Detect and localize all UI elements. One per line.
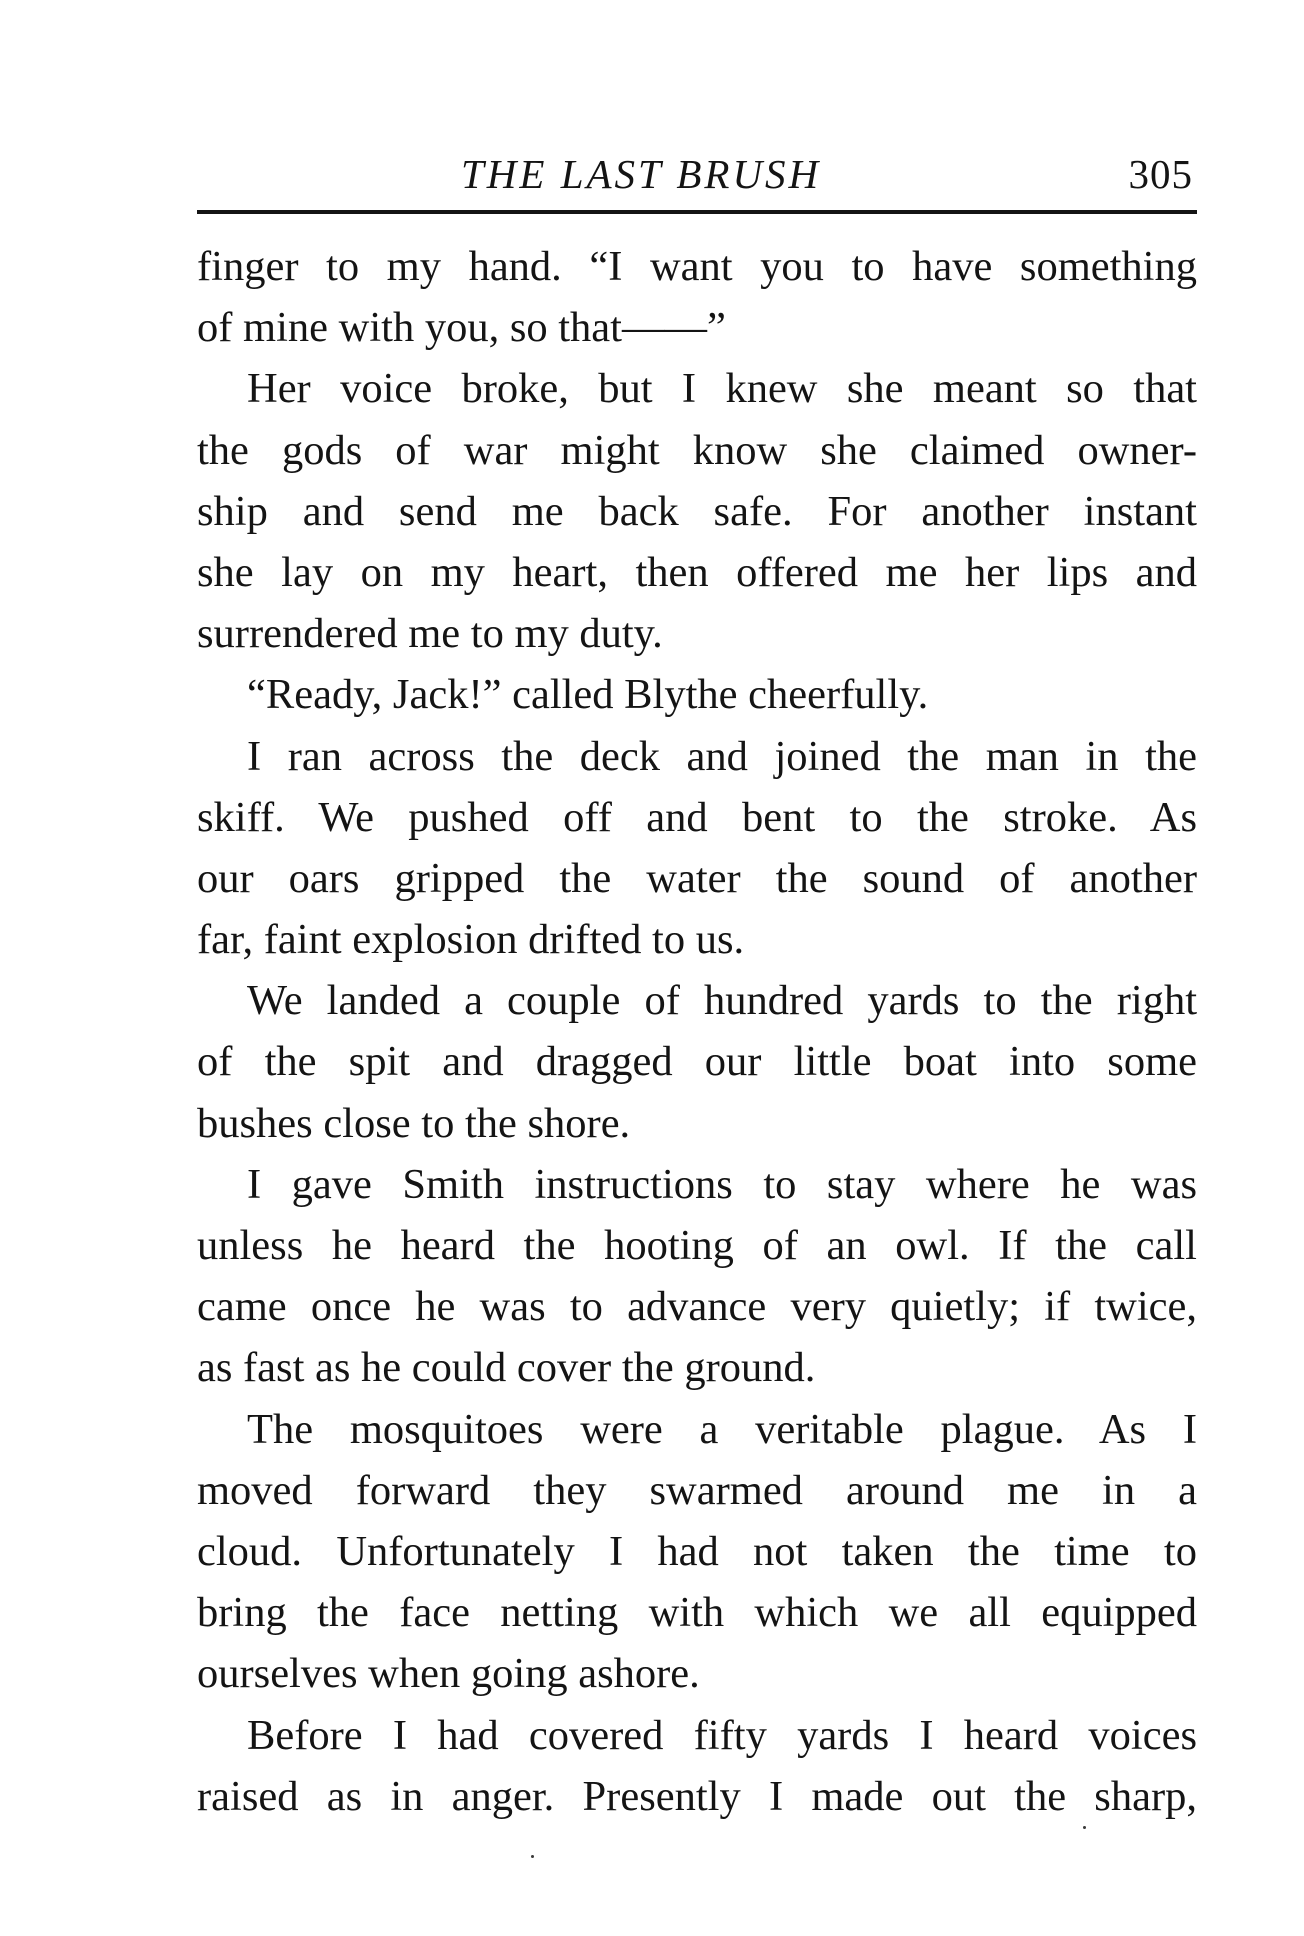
text-line: bushes close to the shore. [197,1099,631,1147]
text-line: finger to my hand. “I want you to have something [197,243,1197,290]
text-line: our oars gripped the water the sound of another [197,854,1197,902]
text-line: of mine with you, so that——” [197,304,726,352]
text-line: as fast as he could cover the ground. [197,1344,816,1392]
text-line: The mosquitoes were a veritable plague. As I [247,1405,1197,1453]
text-line: raised as in anger. Presently I made out the sharp, [197,1772,1197,1820]
text-line: I ran across the deck and joined the man in the [247,732,1197,780]
text-line: skiff. We pushed off and bent to the stroke. As [197,793,1197,841]
text-line: she lay on my heart, then offered me her lips and [197,548,1197,596]
text-line: ourselves when going ashore. [197,1650,700,1698]
text-line: surrendered me to my duty. [197,610,663,658]
text-line: Her voice broke, but I knew she meant so that [247,365,1197,413]
text-line: “Ready, Jack!” called Blythe cheerfully. [247,671,929,719]
text-line: of the spit and dragged our little boat into some [197,1038,1197,1086]
header-rule [197,210,1197,214]
text-line: We landed a couple of hundred yards to the right [247,977,1197,1025]
text-line: unless he heard the hooting of an owl. If the call [197,1222,1197,1269]
running-title: THE LAST BRUSH [461,151,822,197]
text-line: cloud. Unfortunately I had not taken the time to [197,1527,1197,1575]
text-line: far, faint explosion drifted to us. [197,916,745,964]
text-line: ship and send me back safe. For another instant [197,487,1197,535]
ink-speck [1083,1826,1086,1829]
page-number: 305 [1128,151,1193,197]
text-line: Before I had covered fifty yards I heard voices [247,1711,1197,1759]
text-line: came once he was to advance very quietly; if twice, [197,1283,1197,1331]
ink-speck [531,1855,534,1858]
body-text [197,236,1197,1827]
text-line: the gods of war might know she claimed owner- [197,426,1197,474]
text-line: I gave Smith instructions to stay where he was [247,1160,1197,1208]
text-line: bring the face netting with which we all equipped [197,1589,1197,1637]
text-line: moved forward they swarmed around me in a [197,1466,1197,1514]
page-header [197,150,1197,210]
